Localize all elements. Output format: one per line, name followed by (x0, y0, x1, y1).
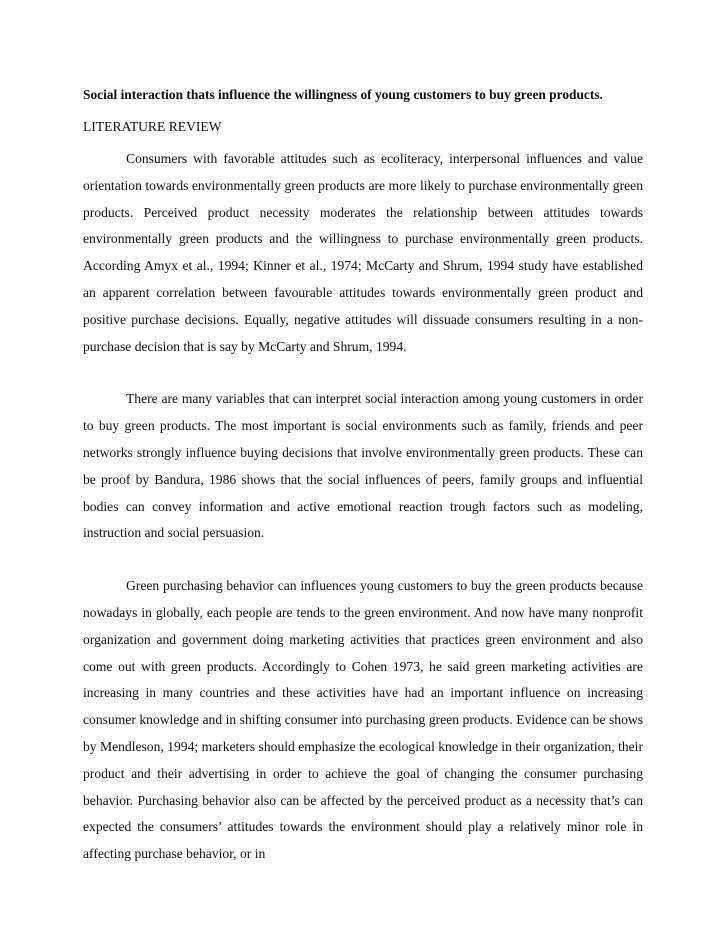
section-heading: LITERATURE REVIEW (83, 119, 222, 134)
paragraph-2: There are many variables that can interpret social interaction among young customers in order to buy green products. The most important is social environments such as family, friends and peer networks strongly influence buying decisions that involve environmentally green products. These can be proof by Bandura, 1986 shows that the social influences of peers, family groups and influential bodies can convey information and active emotional reaction trough factors such as modeling, instruction and social persuasion. (83, 391, 643, 541)
document-page (83, 86, 643, 868)
document-title: Social interaction thats influence the willingness of young customers to buy green products. (83, 87, 603, 102)
paragraph-3: Green purchasing behavior can influences young customers to buy the green products because nowadays in globally, each people are tends to the green environment. And now have many nonprofit organization and government doing marketing activities that practices green environment and also come out with green products. Accordingly to Cohen 1973, he said green marketing activities are increasing in many countries and these activities have had an important influence on increasing consumer knowledge and in shifting consumer into purchasing green products. Evidence can be shows by Mendleson, 1994; marketers should emphasize the ecological knowledge in their organization, their product and their advertising in order to achieve the goal of changing the consumer purchasing behavior. Purchasing behavior also can be affected by the perceived product as a necessity that’s can expected the consumers’ attitudes towards the environment should play a relatively minor role in affecting purchase behavior, or in (83, 578, 643, 862)
paragraph-1: Consumers with favorable attitudes such as ecoliteracy, interpersonal influences and value orientation towards environmentally green products are more likely to purchase environmentally green products. Perceived product necessity moderates the relationship between attitudes towards environmentally green products and the willingness to purchase environmentally green products. According Amyx et al., 1994; Kinner et al., 1974; McCarty and Shrum, 1994 study have established an apparent correlation between favourable attitudes towards environmentally green product and positive purchase decisions. Equally, negative attitudes will dissuade consumers resulting in a non-purchase decision that is say by McCarty and Shrum, 1994. (83, 151, 643, 354)
